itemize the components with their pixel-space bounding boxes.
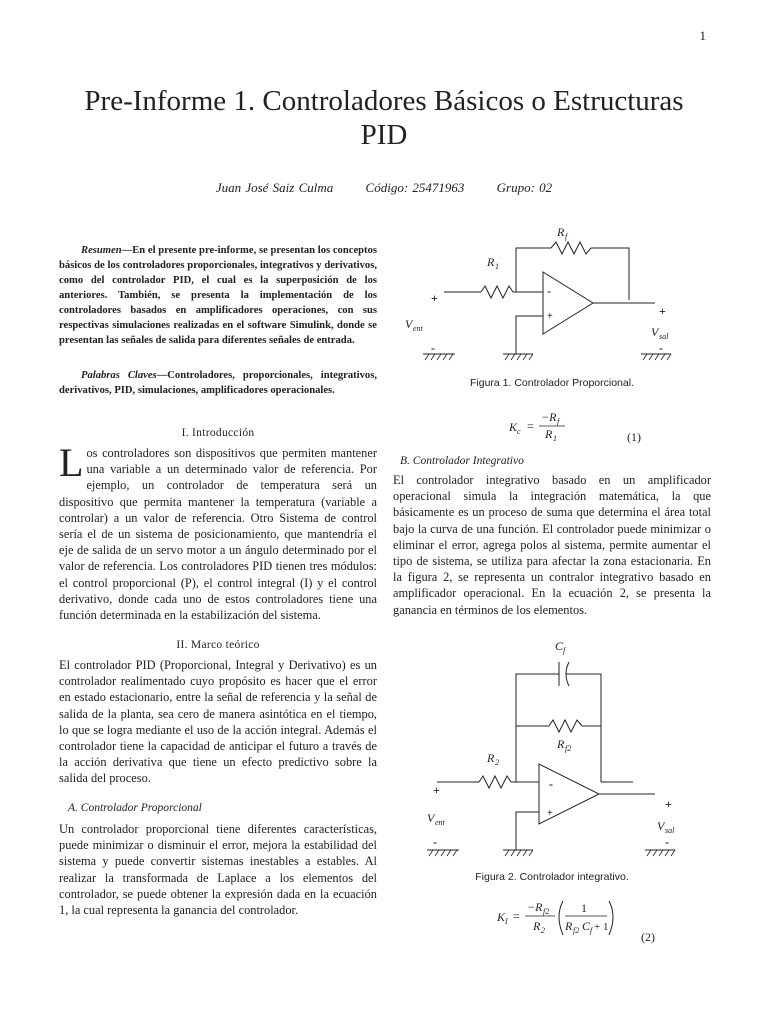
svg-text:K: K: [497, 910, 506, 924]
equation-2-number: (2): [641, 930, 655, 944]
svg-text:sal: sal: [665, 826, 675, 835]
svg-text:=: =: [513, 909, 520, 923]
svg-text:f2: f2: [573, 926, 580, 935]
svg-text:I: I: [505, 917, 508, 926]
svg-text:R: R: [545, 427, 553, 441]
author-code: Código: 25471963: [365, 180, 465, 195]
svg-text:f2: f2: [543, 907, 550, 916]
abstract-text: —En el presente pre-informe, se presentan los conceptos básicos de los controladores proporcionales, integrativos y derivativos, como del controlador PID, el cual es la superposición de los anteriores. También, se presenta la implementación de los controladores basados en amplificadores operaciones, con sus respectivas simulaciones realizadas en el software Simulink, donde se presentan las señales de salida para diferentes señales de entrada.: [59, 245, 377, 346]
subsection-heading-a: A. Controlador Proporcional: [68, 802, 202, 814]
output-plus-sign: +: [659, 304, 666, 318]
rf2-resistor: [549, 720, 582, 732]
vent-label-2: V: [427, 811, 435, 825]
author-line: [60, 180, 708, 196]
equation-1-number: (1): [627, 430, 641, 444]
svg-text:ent: ent: [413, 324, 423, 333]
op-amp-symbol: [543, 272, 593, 334]
keywords-label: Palabras Claves: [81, 370, 157, 381]
vsal-label-2: V: [657, 819, 665, 833]
introduction-body: os controladores son dispositivos que permiten mantener una variable a un determinado valor de referencia. Por ejemplo, un controlador de temperatura será un dispositivo que permita mantener la temperatura (variable a controlar) a un valor de referencia. Otro Sistema de control sería el de un sistema de posicionamiento, que mantendría el eje de salida de un servo motor a un ángulo determinado por el valor de referencia. Los controladores PID tienen tres módulos: el control proporcional (P), el control integral (I) y el control derivativo, donde cada uno de estos controladores tiene una función determinada en la estabilización del sistema.: [59, 446, 377, 623]
svg-text:−R: −R: [541, 410, 557, 424]
cf-label: C: [555, 639, 564, 653]
svg-text:2: 2: [495, 758, 499, 767]
svg-text:1: 1: [553, 434, 557, 443]
inverting-input-sign-2: -: [549, 777, 553, 791]
equation-2: [393, 895, 711, 951]
svg-text:f: f: [565, 232, 568, 241]
rf-resistor: [551, 242, 591, 254]
vent-label: V: [405, 317, 413, 331]
figure-1-circuit: [393, 222, 711, 372]
section-heading-marco: II. Marco teórico: [176, 639, 260, 651]
input-plus-sign-2: +: [433, 783, 440, 797]
paper-title: Pre-Informe 1. Controladores Básicos o Estructuras PID: [84, 85, 684, 151]
drop-cap: L: [59, 440, 84, 485]
r2-resistor: [479, 776, 511, 788]
keywords-text: —Controladores, proporcionales, integrativos, derivativos, PID, simulaciones, amplificadores operacionales.: [59, 370, 377, 396]
svg-text:c: c: [517, 427, 521, 436]
abstract: [59, 243, 377, 348]
svg-text:f: f: [563, 646, 566, 655]
rf2-label: R: [557, 737, 565, 751]
equation-1: [393, 405, 711, 445]
svg-text:sal: sal: [659, 332, 669, 341]
svg-text:1: 1: [495, 262, 499, 271]
svg-text:R: R: [565, 919, 573, 933]
subsection-a-text: Un controlador proporcional tiene diferentes características, puede minimizar o disminuir el error, mejora la estabilidad del sistema y puede convertir sistemas inestables a estables. Al realizar la transformada de Laplace a los elementos del controlador, se puede obtener la expresión dada en la ecuación 1, la cual representa la ganancia del controlador.: [59, 822, 377, 918]
figure-1-caption: Figura 1. Controlador Proporcional.: [469, 377, 634, 389]
page-number: 1: [699, 28, 706, 43]
svg-text:+ 1: + 1: [594, 921, 609, 933]
svg-text:1: 1: [581, 901, 587, 915]
author-name: Juan José Saiz Culma: [215, 180, 334, 195]
r1-resistor: [481, 286, 513, 298]
figure-2-circuit: [393, 632, 711, 862]
input-minus-sign-2: -: [433, 835, 437, 849]
svg-text:2: 2: [541, 926, 545, 935]
svg-text:f: f: [557, 417, 560, 426]
svg-text:f: f: [590, 926, 593, 935]
output-plus-sign-2: +: [665, 797, 672, 811]
subsection-heading-b: B. Controlador Integrativo: [400, 455, 524, 467]
svg-text:K: K: [509, 420, 518, 434]
noninverting-input-sign-2: +: [547, 808, 553, 819]
svg-text:ent: ent: [435, 818, 445, 827]
input-minus-sign: -: [431, 341, 435, 355]
input-plus-sign: +: [431, 291, 438, 305]
introduction-text: [59, 440, 377, 623]
figure-2-caption: Figura 2. Controlador integrativo.: [475, 871, 629, 883]
section-heading-introduction: I. Introducción: [181, 427, 255, 439]
vsal-label: V: [651, 325, 659, 339]
marco-text: El controlador PID (Proporcional, Integral y Derivativo) es un controlador realimentado cuyo propósito es hacer que el error en estado estacionario, entre la señal de referencia y la señal de salida de la planta, sea cero de manera asintótica en el tiempo, lo que se logra mediante el uso de la acción integral. Además el controlador tiene la capacidad de anticipar el futuro a través de la acción derivativa que tiene un efecto predictivo sobre la salida del proceso.: [59, 658, 377, 786]
rf-label: R: [557, 225, 565, 239]
output-minus-sign-2: -: [665, 835, 669, 849]
svg-text:f2: f2: [565, 744, 572, 753]
r1-label: R: [487, 255, 495, 269]
noninverting-input-sign: +: [547, 311, 553, 322]
r2-label: R: [487, 751, 495, 765]
svg-text:=: =: [527, 419, 534, 433]
svg-text:−R: −R: [527, 900, 543, 914]
svg-text:R: R: [533, 919, 541, 933]
subsection-b-text: El controlador integrativo basado en un amplificador operacional simula la integración matemática, la que básicamente es un proceso de suma que determina el área total bajo la curva de una función. El controlador puede minimizar o eliminar el error, agrega polos al sistema, permite aumentar el tipo de sistema, se utiliza para afectar la zona estacionaria. En la figura 2, se representa un contralor integrativo basado en amplificador operacional. En la ecuación 2, se presenta la ganancia en términos de los elementos.: [393, 473, 711, 617]
author-group: Grupo: 02: [496, 180, 553, 195]
inverting-input-sign: -: [547, 284, 551, 298]
svg-text:C: C: [582, 919, 591, 933]
keywords: [59, 368, 377, 398]
output-minus-sign: -: [659, 341, 663, 355]
abstract-label: Resumen: [81, 245, 122, 256]
